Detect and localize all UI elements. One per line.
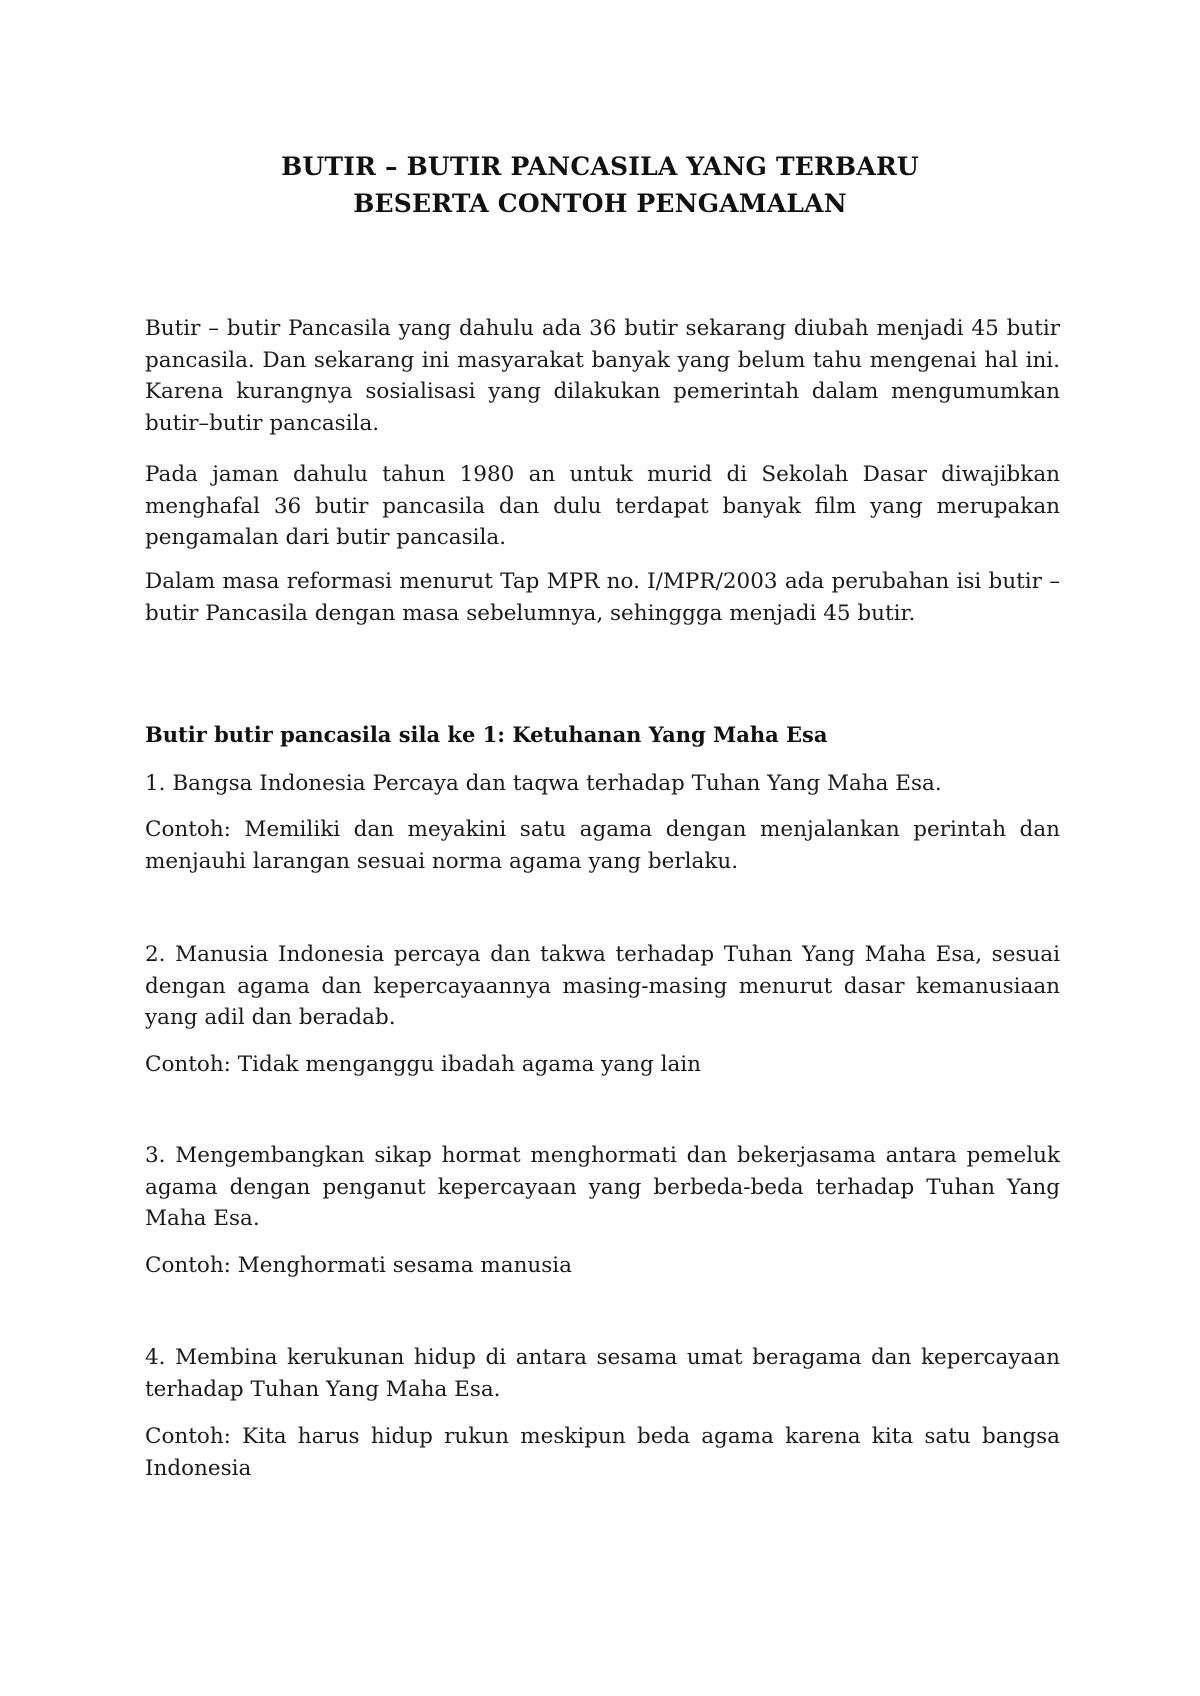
list-item-3-text: 3. Mengembangkan sikap hormat menghormati dan bekerjasama antara pemeluk agama dengan penganut kepercayaan yang berbeda-beda terhadap Tuhan Yang Maha Esa. [145,1143,1060,1231]
list-item-3-example: Contoh: Menghormati sesama manusia [145,1253,572,1278]
intro-paragraph-2: Pada jaman dahulu tahun 1980 an untuk murid di Sekolah Dasar diwajibkan menghafal 36 butir pancasila dan dulu terdapat banyak film yang merupakan pengamalan dari butir pancasila. [145,462,1060,550]
list-item-1-text: 1. Bangsa Indonesia Percaya dan taqwa terhadap Tuhan Yang Maha Esa. [145,771,942,796]
section-heading: Butir butir pancasila sila ke 1: Ketuhanan Yang Maha Esa [145,722,828,747]
intro-paragraph-1: Butir – butir Pancasila yang dahulu ada 36 butir sekarang diubah menjadi 45 butir pancasila. Dan sekarang ini masyarakat banyak yang belum tahu mengenai hal ini. Karena kurangnya sosialisasi yang dilakukan pemerintah dalam mengumumkan butir–butir pancasila. [145,316,1060,436]
document-title-line-2: BESERTA CONTOH PENGAMALAN [353,189,847,218]
list-item-2-text: 2. Manusia Indonesia percaya dan takwa terhadap Tuhan Yang Maha Esa, sesuai dengan agama dan kepercayaannya masing-masing menurut dasar kemanusiaan yang adil dan beradab. [145,942,1060,1030]
intro-paragraph-3: Dalam masa reformasi menurut Tap MPR no. I/MPR/2003 ada perubahan isi butir – butir Pancasila dengan masa sebelumnya, sehinggga menjadi 45 butir. [145,569,1060,626]
list-item-4-example: Contoh: Kita harus hidup rukun meskipun beda agama karena kita satu bangsa Indonesia [145,1424,1060,1481]
list-item-1-example: Contoh: Memiliki dan meyakini satu agama dengan menjalankan perintah dan menjauhi larangan sesuai norma agama yang berlaku. [145,817,1060,874]
document-title-line-1: BUTIR – BUTIR PANCASILA YANG TERBARU [281,152,919,181]
list-item-4-text: 4. Membina kerukunan hidup di antara sesama umat beragama dan kepercayaan terhadap Tuhan Yang Maha Esa. [145,1345,1060,1402]
list-item-2-example: Contoh: Tidak menganggu ibadah agama yang lain [145,1052,701,1077]
